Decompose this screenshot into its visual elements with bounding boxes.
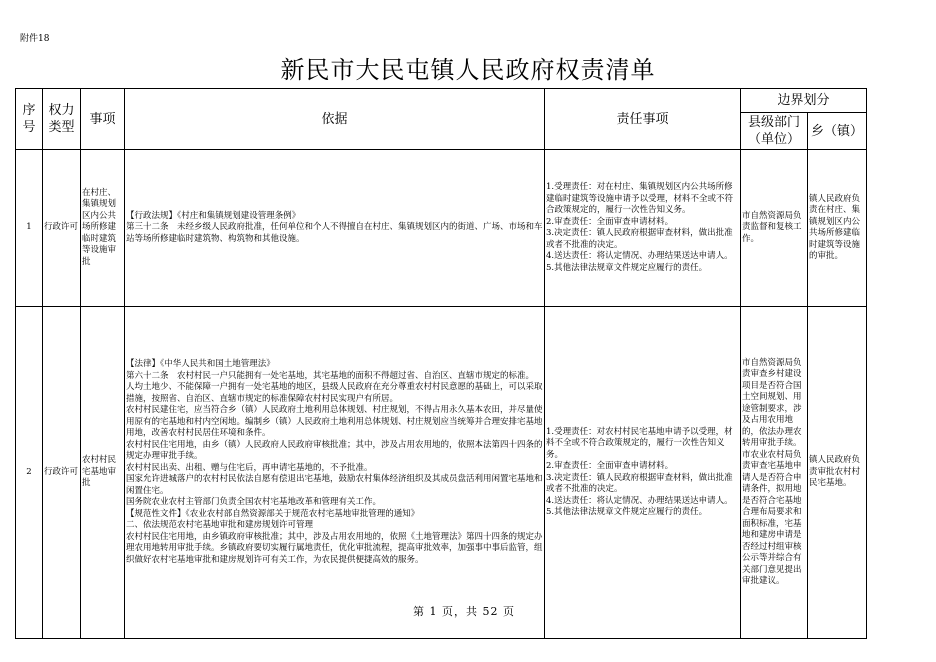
row-responsibility: 1.受理责任：对农村村民宅基地申请予以受理，材料不全或不符合政策规定的，履行一次性告知义务。 2.审查责任：全面审查申请材料。 3.决定责任：镇人民政府根据审查材料，做出批准或者不批准的决定。 4.送达责任：将认定情况、办理结果送达申请人。 5.其他法律法规章文件规定应履行的责任。 bbox=[545, 307, 741, 639]
attachment-label: 附件18 bbox=[20, 34, 50, 44]
responsibility-table bbox=[15, 88, 867, 639]
table-row bbox=[16, 150, 867, 307]
row-basis: 【法律】《中华人民共和国土地管理法》 第六十二条 农村村民一户只能拥有一处宅基地，其宅基地的面积不得超过省、自治区、直辖市规定的标准。 人均土地少、不能保障一户拥有一处宅基地的地区，县级人民政府在充分尊重农村村民意愿的基础上，可以采取措施，按照省、自治区、直辖市规定的标准保障农村村民实现户有所居。 农村村民建住宅，应当符合乡（镇）人民政府土地利用总体规划、村庄规划，不得占用永久基本农田，并尽量使用原有的宅基地和村内空闲地。编制乡（镇）人民政府土地利用总体规划、村庄规划应当统筹并合理安排宅基地用地，改善农村村民居住环境和条件。 农村村民住宅用地，由乡（镇）人民政府人民政府审核批准；其中，涉及占用农用地的，依照本法第四十四条的规定办理审批手续。 农村村民出卖、出租、赠与住宅后，再申请宅基地的，不予批准。 国家允许进城落户的农村村民依法自愿有偿退出宅基地，鼓励农村集体经济组织及其成员盘活利用闲置宅基地和闲置住宅。 国务院农业农村主管部门负责全国农村宅基地改革和管理有关工作。 【规范性文件】《农业农村部自然资源部关于规范农村宅基地审批管理的通知》 二、依法规范农村宅基地审批和建房规划许可管理 农村村民住宅用地，由乡镇政府审核批准；其中，涉及占用农用地的，依照《土地管理法》第四十四条的规定办理农用地转用审批手续。乡镇政府要切实履行属地责任，优化审批流程，提高审批效率，加强事中事后监管，组织做好农村宅基地审批和建房规划许可有关工作，为农民提供便捷高效的服务。 bbox=[125, 307, 545, 639]
row-item: 在村庄、集镇规划区内公共场所修建临时建筑等设施审批 bbox=[81, 150, 125, 307]
row-township: 镇人民政府负责在村庄、集镇规划区内公共场所修建临时建筑等设施的审批。 bbox=[808, 150, 867, 307]
header-power-type: 权力类型 bbox=[43, 89, 81, 150]
header-seq: 序号 bbox=[16, 89, 43, 150]
row-responsibility: 1.受理责任：对在村庄、集镇规划区内公共场所修建临时建筑等设施申请予以受理，材料不全或不符合政策规定的，履行一次性告知义务。 2.审查责任：全面审查申请材料。 3.决定责任：镇人民政府根据审查材料，做出批准或者不批准的决定。 4.送达责任：将认定情况、办理结果送达申请人。 5.其他法律法规章文件规定应履行的责任。 bbox=[545, 150, 741, 307]
header-boundary: 边界划分 bbox=[741, 89, 867, 113]
header-basis: 依据 bbox=[125, 89, 545, 150]
row-power-type: 行政许可 bbox=[43, 150, 81, 307]
row-item: 农村村民宅基地审批 bbox=[81, 307, 125, 639]
header-responsibility: 责任事项 bbox=[545, 89, 741, 150]
page-footer: 第 1 页，共 52 页 bbox=[413, 605, 515, 618]
table-row bbox=[16, 307, 867, 639]
header-row bbox=[16, 89, 867, 113]
page-title: 新民市大民屯镇人民政府权责清单 bbox=[280, 56, 656, 84]
row-county: 市自然资源局负责监督和复核工作。 bbox=[741, 150, 808, 307]
row-township: 镇人民政府负责审批农村村民宅基地。 bbox=[808, 307, 867, 639]
row-seq: 2 bbox=[16, 307, 43, 639]
row-power-type: 行政许可 bbox=[43, 307, 81, 639]
header-county: 县级部门（单位） bbox=[741, 113, 808, 150]
row-basis: 【行政法规】《村庄和集镇规划建设管理条例》 第三十二条 未经乡级人民政府批准，任何单位和个人不得擅自在村庄、集镇规划区内的街道、广场、市场和车站等场所修建临时建筑物、构筑物和其他设施。 bbox=[125, 150, 545, 307]
row-county: 市自然资源局负责审查乡村建设项目是否符合国土空间规划、用途管制要求，涉及占用农用地的，依法办理农转用审批手续。 市农业农村局负责审查宅基地申请人是否符合申请条件，拟用地是否符合宅基地合理布局要求和面积标准，宅基地和建房申请是否经过村组审核公示等并综合有关部门意见提出审批建议。 bbox=[741, 307, 808, 639]
header-item: 事项 bbox=[81, 89, 125, 150]
row-seq: 1 bbox=[16, 150, 43, 307]
header-township: 乡（镇） bbox=[808, 113, 867, 150]
